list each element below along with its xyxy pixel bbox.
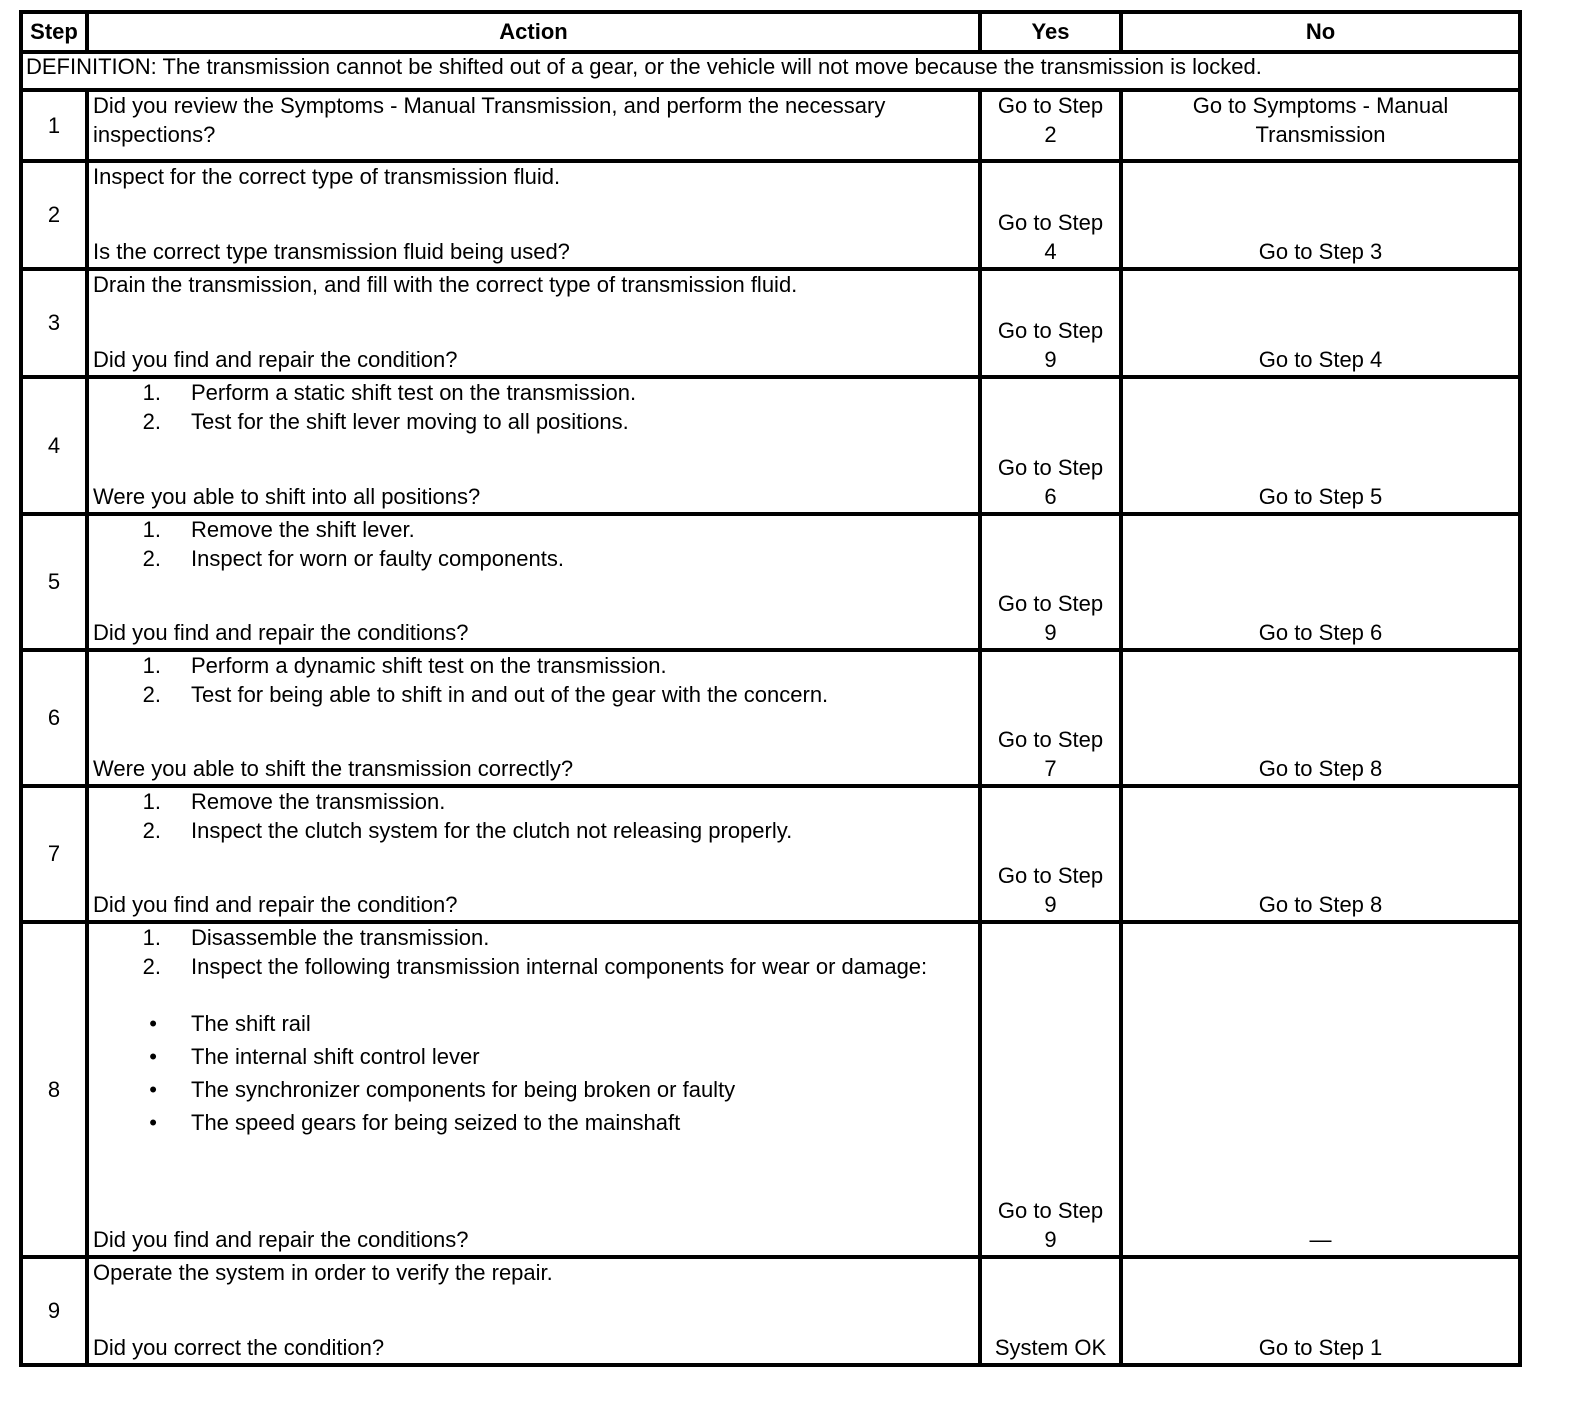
yes-cell: Go to Step 4 [980, 161, 1121, 269]
yes-cell: Go to Step 9 [980, 269, 1121, 377]
action-cell [87, 90, 980, 161]
list-item: 2. Inspect for worn or faulty components. [142, 545, 564, 571]
action-cell [87, 269, 980, 377]
numbered-list [93, 652, 974, 709]
no-cell: Go to Symptoms - Manual Transmission [1121, 90, 1520, 161]
step-number: 1 [21, 90, 87, 161]
yes-cell: System OK [980, 1257, 1121, 1365]
numbered-list [93, 788, 974, 845]
no-cell: Go to Step 5 [1121, 377, 1520, 514]
bullet-item: • The shift rail [149, 1011, 311, 1036]
table-row [21, 786, 1520, 922]
table-row [21, 90, 1520, 161]
header-no: No [1121, 12, 1520, 52]
numbered-list [93, 379, 974, 436]
action-intro: Operate the system in order to verify the repair. [93, 1260, 553, 1285]
table-row [21, 269, 1520, 377]
list-item: 2. Inspect the following transmission internal components for wear or damage: [142, 953, 928, 979]
action-question: Were you able to shift into all positions? [93, 483, 481, 509]
definition-text: DEFINITION: The transmission cannot be shifted out of a gear, or the vehicle will not move because the transmission is locked. [21, 52, 1520, 90]
bullet-item: • The speed gears for being seized to the mainshaft [149, 1110, 681, 1135]
no-cell: Go to Step 4 [1121, 269, 1520, 377]
list-item: 1. Remove the shift lever. [142, 517, 415, 542]
list-item: 1. Disassemble the transmission. [142, 925, 490, 950]
action-cell [87, 161, 980, 269]
diagnostic-table [19, 10, 1522, 1367]
action-question: Did you find and repair the condition? [93, 891, 458, 917]
yes-cell: Go to Step 9 [980, 514, 1121, 650]
header-action: Action [87, 12, 980, 52]
table-row [21, 1257, 1520, 1365]
list-item: 1. Remove the transmission. [142, 789, 446, 814]
action-question: Were you able to shift the transmission correctly? [93, 755, 574, 781]
list-item: 1. Perform a static shift test on the transmission. [142, 380, 637, 405]
step-number: 2 [21, 161, 87, 269]
action-question: Did you find and repair the conditions? [93, 1226, 469, 1252]
yes-cell: Go to Step 9 [980, 922, 1121, 1257]
yes-cell: Go to Step 6 [980, 377, 1121, 514]
definition-row [21, 52, 1520, 90]
step-number: 4 [21, 377, 87, 514]
no-cell: Go to Step 6 [1121, 514, 1520, 650]
numbered-list [93, 924, 974, 981]
numbered-list [93, 516, 974, 573]
table-row [21, 377, 1520, 514]
action-cell [87, 377, 980, 514]
yes-cell: Go to Step 9 [980, 786, 1121, 922]
bullet-list [93, 1007, 974, 1139]
step-number: 6 [21, 650, 87, 786]
action-cell [87, 922, 980, 1257]
action-question: Did you find and repair the conditions? [93, 619, 469, 645]
step-number: 5 [21, 514, 87, 650]
list-item: 2. Inspect the clutch system for the clutch not releasing properly. [142, 817, 793, 843]
table-row [21, 922, 1520, 1257]
action-question: Did you correct the condition? [93, 1334, 385, 1360]
no-cell: Go to Step 1 [1121, 1257, 1520, 1365]
action-cell [87, 786, 980, 922]
step-number: 7 [21, 786, 87, 922]
action-intro: Did you review the Symptoms - Manual Transmission, and perform the necessary inspections? [93, 93, 886, 147]
bullet-item: • The internal shift control lever [149, 1044, 480, 1069]
table-row [21, 161, 1520, 269]
no-cell: Go to Step 3 [1121, 161, 1520, 269]
table-row [21, 514, 1520, 650]
step-number: 8 [21, 922, 87, 1257]
action-question: Is the correct type transmission fluid being used? [93, 238, 570, 264]
step-number: 3 [21, 269, 87, 377]
action-question: Did you find and repair the condition? [93, 346, 458, 372]
header-row [21, 12, 1520, 52]
list-item: 2. Test for being able to shift in and out of the gear with the concern. [142, 681, 829, 707]
header-step: Step [21, 12, 87, 52]
action-cell [87, 1257, 980, 1365]
action-intro: Drain the transmission, and fill with the correct type of transmission fluid. [93, 272, 798, 297]
action-cell [87, 650, 980, 786]
no-cell: — [1121, 922, 1520, 1257]
action-intro: Inspect for the correct type of transmission fluid. [93, 164, 561, 189]
table-row [21, 650, 1520, 786]
action-cell [87, 514, 980, 650]
list-item: 2. Test for the shift lever moving to all positions. [142, 408, 629, 434]
step-number: 9 [21, 1257, 87, 1365]
bullet-item: • The synchronizer components for being broken or faulty [149, 1077, 736, 1102]
list-item: 1. Perform a dynamic shift test on the transmission. [142, 653, 667, 678]
header-yes: Yes [980, 12, 1121, 52]
no-cell: Go to Step 8 [1121, 650, 1520, 786]
no-cell: Go to Step 8 [1121, 786, 1520, 922]
yes-cell: Go to Step 7 [980, 650, 1121, 786]
yes-cell: Go to Step 2 [980, 90, 1121, 161]
